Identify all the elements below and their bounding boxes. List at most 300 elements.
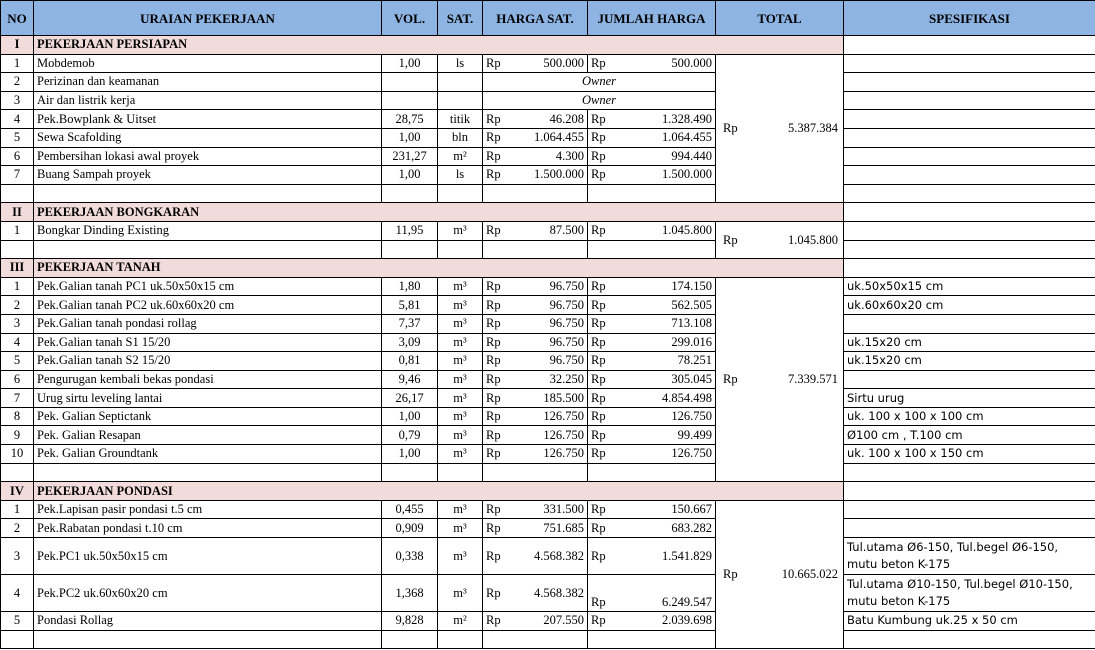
currency-label: Rp xyxy=(591,167,606,182)
item-harga xyxy=(483,538,588,575)
currency-label: Rp xyxy=(591,613,606,628)
item-harga xyxy=(483,54,588,73)
item-number: 6 xyxy=(1,147,34,166)
table-row xyxy=(1,333,1095,352)
table-row xyxy=(1,147,1095,166)
section-title: PEKERJAAN TANAH xyxy=(34,259,844,278)
item-note: Owner xyxy=(483,91,716,110)
currency-label: Rp xyxy=(591,502,606,517)
item-description: Pek.PC2 uk.60x60x20 cm xyxy=(34,575,382,612)
blank-cell xyxy=(588,184,716,203)
currency-label: Rp xyxy=(723,232,738,247)
item-jumlah-value: 4.854.498 xyxy=(662,390,712,405)
blank-cell xyxy=(483,184,588,203)
item-harga-value: 96.750 xyxy=(549,334,584,349)
item-sat: m² xyxy=(438,612,483,631)
section-total xyxy=(716,221,844,258)
item-jumlah-value: 1.045.800 xyxy=(662,223,712,238)
item-number: 8 xyxy=(1,407,34,426)
item-harga-value: 96.750 xyxy=(549,353,584,368)
item-sat: m³ xyxy=(438,352,483,371)
table-row xyxy=(1,277,1095,296)
header-uraian: URAIAN PEKERJAAN xyxy=(34,1,382,36)
blank-cell xyxy=(438,184,483,203)
item-jumlah-value: 174.150 xyxy=(671,279,712,294)
item-sat: ls xyxy=(438,54,483,73)
item-jumlah xyxy=(588,407,716,426)
item-harga-value: 96.750 xyxy=(549,316,584,331)
section-title: PEKERJAAN PERSIAPAN xyxy=(34,36,844,55)
item-vol: 28,75 xyxy=(382,110,438,129)
item-spec: uk.50x50x15 cm xyxy=(844,277,1095,296)
blank-cell xyxy=(844,184,1095,203)
item-vol: 0,909 xyxy=(382,519,438,538)
blank-cell xyxy=(382,184,438,203)
header-no: NO xyxy=(1,1,34,36)
blank-cell xyxy=(483,630,588,649)
item-sat: m³ xyxy=(438,370,483,389)
item-jumlah xyxy=(588,166,716,185)
item-sat: m² xyxy=(438,147,483,166)
table-row xyxy=(1,221,1095,240)
currency-label: Rp xyxy=(591,595,606,610)
item-number: 5 xyxy=(1,612,34,631)
item-sat xyxy=(438,73,483,92)
item-harga xyxy=(483,426,588,445)
table-row xyxy=(1,575,1095,612)
item-harga-value: 331.500 xyxy=(543,502,584,517)
item-jumlah-value: 500.000 xyxy=(671,55,712,70)
item-sat: m³ xyxy=(438,426,483,445)
item-harga-value: 4.568.382 xyxy=(534,585,584,600)
item-description: Pek.Galian tanah pondasi rollag xyxy=(34,314,382,333)
item-vol: 26,17 xyxy=(382,389,438,408)
blank-cell xyxy=(438,630,483,649)
item-jumlah-value: 99.499 xyxy=(677,427,712,442)
item-vol xyxy=(382,73,438,92)
blank-cell xyxy=(34,240,382,259)
item-description: Pek.Galian tanah S1 15/20 xyxy=(34,333,382,352)
item-number: 7 xyxy=(1,166,34,185)
currency-label: Rp xyxy=(591,427,606,442)
table-row xyxy=(1,110,1095,129)
table-row xyxy=(1,538,1095,575)
item-sat: m³ xyxy=(438,407,483,426)
item-vol: 1,00 xyxy=(382,128,438,147)
blank-cell xyxy=(438,240,483,259)
item-harga-value: 4.568.382 xyxy=(534,548,584,563)
item-harga xyxy=(483,612,588,631)
item-description: Pek.Galian tanah PC1 uk.50x50x15 cm xyxy=(34,277,382,296)
item-number: 4 xyxy=(1,575,34,612)
section-header-row xyxy=(1,259,1095,278)
section-title: PEKERJAAN PONDASI xyxy=(34,482,844,501)
currency-label: Rp xyxy=(723,120,738,135)
table-row xyxy=(1,612,1095,631)
blank-cell xyxy=(588,240,716,259)
item-vol: 1,00 xyxy=(382,407,438,426)
currency-label: Rp xyxy=(486,111,501,126)
item-number: 4 xyxy=(1,333,34,352)
currency-label: Rp xyxy=(591,297,606,312)
item-number: 5 xyxy=(1,128,34,147)
blank-cell xyxy=(1,184,34,203)
currency-label: Rp xyxy=(486,223,501,238)
currency-label: Rp xyxy=(591,520,606,535)
item-vol: 0,338 xyxy=(382,538,438,575)
item-description: Mobdemob xyxy=(34,54,382,73)
item-sat: m³ xyxy=(438,538,483,575)
item-harga xyxy=(483,519,588,538)
section-total-value: 5.387.384 xyxy=(788,120,838,135)
item-spec xyxy=(844,500,1095,519)
section-header-row xyxy=(1,482,1095,501)
section-spec-empty xyxy=(844,482,1095,501)
blank-cell xyxy=(844,463,1095,482)
item-spec xyxy=(844,73,1095,92)
currency-label: Rp xyxy=(591,279,606,294)
item-number: 3 xyxy=(1,314,34,333)
item-jumlah xyxy=(588,314,716,333)
item-harga xyxy=(483,110,588,129)
item-number: 3 xyxy=(1,538,34,575)
item-spec xyxy=(844,370,1095,389)
header-spek: SPESIFIKASI xyxy=(844,1,1095,36)
item-description: Pek.Galian tanah S2 15/20 xyxy=(34,352,382,371)
table-row xyxy=(1,370,1095,389)
currency-label: Rp xyxy=(591,111,606,126)
item-jumlah xyxy=(588,128,716,147)
blank-cell xyxy=(844,630,1095,649)
currency-label: Rp xyxy=(591,409,606,424)
item-jumlah-value: 1.064.455 xyxy=(662,130,712,145)
currency-label: Rp xyxy=(486,613,501,628)
item-number: 1 xyxy=(1,500,34,519)
currency-label: Rp xyxy=(486,520,501,535)
currency-label: Rp xyxy=(591,55,606,70)
item-vol xyxy=(382,91,438,110)
blank-cell xyxy=(483,240,588,259)
item-spec: Tul.utama Ø6-150, Tul.begel Ø6-150, mutu beton K-175 xyxy=(844,538,1095,575)
item-jumlah-value: 713.108 xyxy=(671,316,712,331)
currency-label: Rp xyxy=(486,167,501,182)
blank-cell xyxy=(588,630,716,649)
item-harga-value: 126.750 xyxy=(543,409,584,424)
blank-row xyxy=(1,184,1095,203)
item-jumlah xyxy=(588,296,716,315)
section-number: I xyxy=(1,36,34,55)
item-harga-value: 96.750 xyxy=(549,279,584,294)
item-jumlah-value: 683.282 xyxy=(671,520,712,535)
item-number: 4 xyxy=(1,110,34,129)
item-jumlah-value: 994.440 xyxy=(671,148,712,163)
item-spec xyxy=(844,221,1095,240)
item-number: 2 xyxy=(1,296,34,315)
item-jumlah xyxy=(588,389,716,408)
item-note: Owner xyxy=(483,73,716,92)
table-row xyxy=(1,426,1095,445)
item-jumlah xyxy=(588,500,716,519)
item-harga xyxy=(483,314,588,333)
item-description: Pengurugan kembali bekas pondasi xyxy=(34,370,382,389)
currency-label: Rp xyxy=(591,223,606,238)
currency-label: Rp xyxy=(591,130,606,145)
item-jumlah xyxy=(588,147,716,166)
section-total-value: 1.045.800 xyxy=(788,232,838,247)
item-spec: uk.60x60x20 cm xyxy=(844,296,1095,315)
section-number: II xyxy=(1,203,34,222)
item-sat: m³ xyxy=(438,445,483,464)
item-harga-value: 1.064.455 xyxy=(534,130,584,145)
currency-label: Rp xyxy=(486,548,501,563)
item-harga-value: 46.208 xyxy=(549,111,584,126)
item-number: 5 xyxy=(1,352,34,371)
item-description: Pek. Galian Groundtank xyxy=(34,445,382,464)
item-jumlah-value: 562.505 xyxy=(671,297,712,312)
item-jumlah xyxy=(588,612,716,631)
item-spec: uk. 100 x 100 x 100 cm xyxy=(844,407,1095,426)
item-jumlah-value: 305.045 xyxy=(671,371,712,386)
item-number: 3 xyxy=(1,91,34,110)
item-description: Pembersihan lokasi awal proyek xyxy=(34,147,382,166)
item-sat: m³ xyxy=(438,277,483,296)
item-spec xyxy=(844,166,1095,185)
currency-label: Rp xyxy=(486,55,501,70)
item-harga xyxy=(483,296,588,315)
table-row xyxy=(1,91,1095,110)
item-sat: m³ xyxy=(438,221,483,240)
item-harga xyxy=(483,352,588,371)
item-harga-value: 32.250 xyxy=(549,371,584,386)
item-number: 6 xyxy=(1,370,34,389)
currency-label: Rp xyxy=(486,353,501,368)
item-vol: 1,00 xyxy=(382,54,438,73)
item-spec xyxy=(844,128,1095,147)
currency-label: Rp xyxy=(591,316,606,331)
table-row xyxy=(1,314,1095,333)
item-jumlah xyxy=(588,221,716,240)
item-harga xyxy=(483,445,588,464)
item-number: 9 xyxy=(1,426,34,445)
item-vol: 1,00 xyxy=(382,445,438,464)
item-jumlah-value: 1.328.490 xyxy=(662,111,712,126)
section-total xyxy=(716,500,844,648)
item-harga xyxy=(483,389,588,408)
item-spec xyxy=(844,147,1095,166)
currency-label: Rp xyxy=(591,446,606,461)
item-spec xyxy=(844,110,1095,129)
section-header-row xyxy=(1,36,1095,55)
item-harga-value: 126.750 xyxy=(543,427,584,442)
currency-label: Rp xyxy=(486,585,501,600)
item-jumlah-value: 2.039.698 xyxy=(662,613,712,628)
item-jumlah-value: 6.249.547 xyxy=(662,595,712,610)
section-total xyxy=(716,54,844,203)
item-vol: 5,81 xyxy=(382,296,438,315)
item-number: 7 xyxy=(1,389,34,408)
blank-cell xyxy=(34,630,382,649)
item-harga-value: 1.500.000 xyxy=(534,167,584,182)
currency-label: Rp xyxy=(486,148,501,163)
blank-cell xyxy=(483,463,588,482)
item-jumlah xyxy=(588,575,716,612)
table-row xyxy=(1,352,1095,371)
item-jumlah xyxy=(588,333,716,352)
item-harga xyxy=(483,128,588,147)
item-harga-value: 207.550 xyxy=(543,613,584,628)
item-harga xyxy=(483,407,588,426)
table-row xyxy=(1,128,1095,147)
item-description: Sewa Scafolding xyxy=(34,128,382,147)
table-row xyxy=(1,296,1095,315)
item-harga xyxy=(483,500,588,519)
item-jumlah xyxy=(588,370,716,389)
item-vol: 1,80 xyxy=(382,277,438,296)
item-sat: m³ xyxy=(438,519,483,538)
item-jumlah-value: 126.750 xyxy=(671,409,712,424)
blank-cell xyxy=(1,240,34,259)
item-harga-value: 126.750 xyxy=(543,446,584,461)
item-sat: ls xyxy=(438,166,483,185)
section-number: IV xyxy=(1,482,34,501)
blank-cell xyxy=(1,630,34,649)
item-spec xyxy=(844,91,1095,110)
item-harga-value: 500.000 xyxy=(543,55,584,70)
item-sat: m³ xyxy=(438,500,483,519)
item-description: Air dan listrik kerja xyxy=(34,91,382,110)
currency-label: Rp xyxy=(591,371,606,386)
item-harga xyxy=(483,333,588,352)
item-description: Perizinan dan keamanan xyxy=(34,73,382,92)
item-description: Pek.Galian tanah PC2 uk.60x60x20 cm xyxy=(34,296,382,315)
header-vol: VOL. xyxy=(382,1,438,36)
currency-label: Rp xyxy=(486,390,501,405)
item-jumlah-value: 299.016 xyxy=(671,334,712,349)
section-spec-empty xyxy=(844,203,1095,222)
blank-cell xyxy=(34,184,382,203)
currency-label: Rp xyxy=(591,334,606,349)
item-harga-value: 185.500 xyxy=(543,390,584,405)
currency-label: Rp xyxy=(486,279,501,294)
currency-label: Rp xyxy=(723,567,738,582)
item-vol: 1,00 xyxy=(382,166,438,185)
item-description: Pondasi Rollag xyxy=(34,612,382,631)
blank-row xyxy=(1,240,1095,259)
item-vol: 0,81 xyxy=(382,352,438,371)
table-row xyxy=(1,73,1095,92)
item-number: 1 xyxy=(1,277,34,296)
item-sat xyxy=(438,91,483,110)
item-jumlah xyxy=(588,352,716,371)
item-spec xyxy=(844,314,1095,333)
item-spec: Batu Kumbung uk.25 x 50 cm xyxy=(844,612,1095,631)
currency-label: Rp xyxy=(723,371,738,386)
section-total-value: 7.339.571 xyxy=(788,371,838,386)
item-spec xyxy=(844,519,1095,538)
item-number: 2 xyxy=(1,519,34,538)
item-jumlah xyxy=(588,277,716,296)
table-row xyxy=(1,500,1095,519)
item-harga-value: 751.685 xyxy=(543,520,584,535)
header-total: TOTAL xyxy=(716,1,844,36)
item-sat: m³ xyxy=(438,575,483,612)
item-number: 1 xyxy=(1,221,34,240)
item-vol: 0,79 xyxy=(382,426,438,445)
header-row xyxy=(1,1,1095,36)
table-row xyxy=(1,519,1095,538)
blank-row xyxy=(1,463,1095,482)
currency-label: Rp xyxy=(591,353,606,368)
item-harga xyxy=(483,147,588,166)
currency-label: Rp xyxy=(486,316,501,331)
section-spec-empty xyxy=(844,259,1095,278)
table-row xyxy=(1,389,1095,408)
item-jumlah-value: 150.667 xyxy=(671,502,712,517)
item-description: Pek.Rabatan pondasi t.10 cm xyxy=(34,519,382,538)
section-total xyxy=(716,277,844,482)
blank-cell xyxy=(1,463,34,482)
item-jumlah-value: 1.500.000 xyxy=(662,167,712,182)
section-header-row xyxy=(1,203,1095,222)
item-harga-value: 87.500 xyxy=(549,223,584,238)
item-spec xyxy=(844,54,1095,73)
item-jumlah xyxy=(588,538,716,575)
header-jumlah: JUMLAH HARGA xyxy=(588,1,716,36)
blank-cell xyxy=(382,463,438,482)
item-spec: uk.15x20 cm xyxy=(844,352,1095,371)
item-vol: 231,27 xyxy=(382,147,438,166)
item-jumlah-value: 1.541.829 xyxy=(662,548,712,563)
item-jumlah xyxy=(588,426,716,445)
item-harga xyxy=(483,370,588,389)
section-title: PEKERJAAN BONGKARAN xyxy=(34,203,844,222)
header-sat: SAT. xyxy=(438,1,483,36)
item-vol: 9,46 xyxy=(382,370,438,389)
currency-label: Rp xyxy=(591,548,606,563)
item-sat: titik xyxy=(438,110,483,129)
item-sat: m³ xyxy=(438,333,483,352)
item-jumlah xyxy=(588,445,716,464)
item-harga xyxy=(483,221,588,240)
item-number: 10 xyxy=(1,445,34,464)
table-row xyxy=(1,166,1095,185)
item-description: Pek.Lapisan pasir pondasi t.5 cm xyxy=(34,500,382,519)
item-description: Pek. Galian Septictank xyxy=(34,407,382,426)
item-description: Bongkar Dinding Existing xyxy=(34,221,382,240)
currency-label: Rp xyxy=(486,371,501,386)
item-description: Pek.PC1 uk.50x50x15 cm xyxy=(34,538,382,575)
item-harga xyxy=(483,166,588,185)
table-row xyxy=(1,54,1095,73)
blank-cell xyxy=(382,240,438,259)
table-row xyxy=(1,407,1095,426)
section-number: III xyxy=(1,259,34,278)
currency-label: Rp xyxy=(486,297,501,312)
blank-cell xyxy=(844,240,1095,259)
item-sat: bln xyxy=(438,128,483,147)
item-vol: 11,95 xyxy=(382,221,438,240)
blank-cell xyxy=(588,463,716,482)
item-description: Pek.Bowplank & Uitset xyxy=(34,110,382,129)
item-jumlah-value: 78.251 xyxy=(677,353,712,368)
item-description: Buang Sampah proyek xyxy=(34,166,382,185)
item-description: Pek. Galian Resapan xyxy=(34,426,382,445)
currency-label: Rp xyxy=(591,148,606,163)
currency-label: Rp xyxy=(486,130,501,145)
item-sat: m³ xyxy=(438,389,483,408)
item-description: Urug sirtu leveling lantai xyxy=(34,389,382,408)
item-sat: m³ xyxy=(438,314,483,333)
